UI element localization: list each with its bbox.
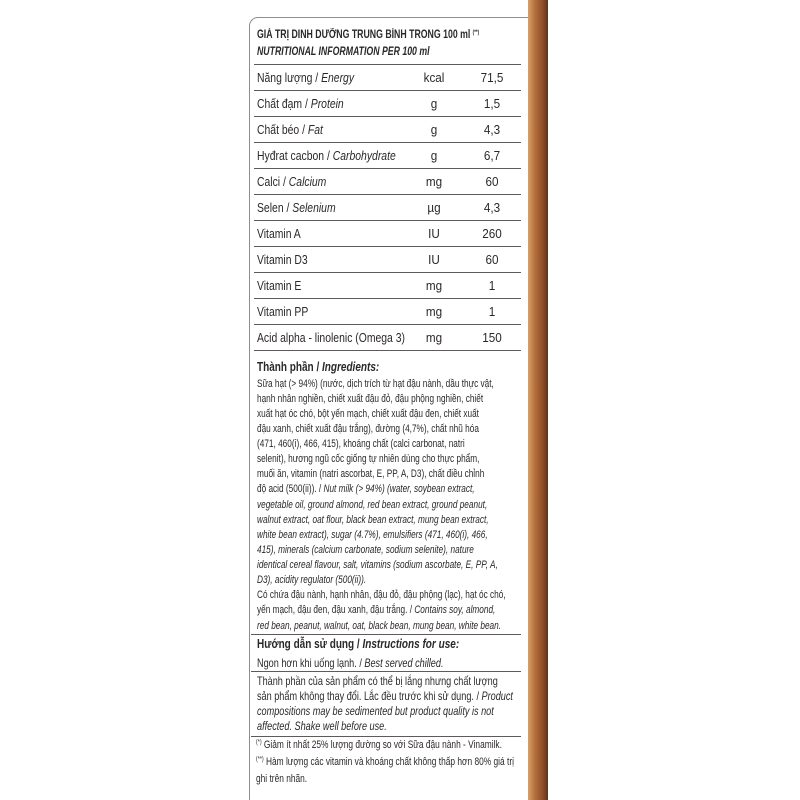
nutrient-unit: mg	[425, 278, 443, 293]
nutrition-row-omega-3	[254, 325, 521, 351]
label-title-en: NUTRITIONAL INFORMATION PER 100 ml	[257, 46, 430, 58]
instructions-line	[257, 719, 513, 734]
nutrient-name	[257, 117, 323, 142]
nutrient-name: Vitamin E	[257, 278, 302, 293]
instructions-text	[257, 674, 594, 735]
nutrition-row-vitamin-d3	[254, 247, 521, 273]
nutrient-name: Vitamin D3	[257, 252, 308, 267]
ingredients-line	[257, 437, 506, 452]
ingredients-text	[257, 377, 589, 634]
nutrition-row-carbohydrate	[254, 143, 521, 169]
allergen-text-en: Contains soy, almond,	[414, 604, 496, 617]
allergen-line	[257, 619, 506, 634]
nutrition-row-vitamin-a	[254, 221, 521, 247]
nutrient-name-vi: Calci /	[257, 174, 289, 189]
ingredients-text-vi: Sữa hạt (> 94%) (nước, dịch trích từ hạt đậu nành, dầu thực vật,	[257, 377, 494, 390]
ingredients-heading-en: Ingredients:	[322, 360, 380, 374]
nutrient-name: Vitamin PP	[257, 304, 309, 319]
nutrition-row-vitamin-e	[254, 273, 521, 299]
instructions-text-vi: sản phẩm không thay đổi. Lắc đều trước khi sử dụng. /	[257, 688, 482, 703]
instructions-text-vi: Thành phần của sản phẩm có thể bị lắng nhưng chất lượng	[257, 673, 498, 688]
ingredients-line	[257, 407, 506, 422]
ingredients-text-vi: muối ăn, vitamin (natri ascorbat, E, PP, A, D3), chất điều chỉnh	[257, 468, 485, 481]
ingredients-text-en: Nut milk (> 94%) (water, soybean extract,	[323, 483, 475, 496]
ingredients-text-vi: xuất hạt óc chó, bột yến mạch, chiết xuất đậu đen, chiết xuất	[257, 407, 479, 420]
nutrient-unit: IU	[428, 226, 440, 241]
label-title-vi	[257, 29, 479, 42]
instructions-heading	[257, 637, 459, 651]
ingredients-line	[257, 513, 506, 528]
ingredients-line	[257, 377, 506, 392]
footnote-text: ghi trên nhãn.	[256, 772, 308, 785]
nutrient-name-en: Selenium	[292, 200, 336, 215]
ingredients-text-en: walnut extract, oat flour, black bean extract, mung bean extract,	[257, 513, 489, 526]
nutrient-name	[257, 195, 336, 220]
nutrient-unit: kcal	[423, 70, 445, 85]
nutrient-name-vi: Hyđrat cacbon /	[257, 148, 333, 163]
nutrient-unit: IU	[428, 252, 440, 267]
footnote-mark: (*)	[256, 738, 262, 746]
footnote-vitamins	[256, 754, 514, 771]
footnote-text: Giảm ít nhất 25% lượng đường so với Sữa đậu nành - Vinamilk.	[263, 738, 502, 751]
nutrient-name: Acid alpha - linolenic (Omega 3)	[257, 330, 405, 345]
nutrient-name-en: Energy	[321, 70, 355, 85]
nutrient-unit: g	[430, 122, 438, 137]
nutrient-value: 150	[482, 330, 502, 345]
ingredients-text-vi: độ acid (500(ii)). /	[257, 483, 324, 496]
footnote-vitamins-continued	[256, 771, 514, 788]
nutrient-value: 71,5	[480, 70, 504, 85]
ingredients-line	[257, 498, 506, 513]
nutrient-name-vi: Năng lượng /	[257, 70, 322, 85]
footnote-text: Hàm lượng các vitamin và khoáng chất không thấp hơn 80% giá trị	[265, 755, 514, 768]
nutrient-value: 1	[488, 304, 496, 319]
instructions-line	[257, 689, 513, 704]
ingredients-line	[257, 467, 506, 482]
nutrition-row-selenium	[254, 195, 521, 221]
ingredients-line	[257, 422, 506, 437]
instructions-line	[257, 704, 513, 719]
nutrition-table	[254, 64, 521, 351]
ingredients-text-vi: (471, 460(i), 466, 415), khoáng chất (calci carbonat, natri	[257, 438, 465, 450]
nutrient-value: 60	[485, 174, 499, 189]
instructions-text-en: Product	[481, 688, 513, 703]
nutrient-value: 1,5	[483, 96, 501, 111]
section-divider	[251, 634, 521, 635]
instructions-heading-en: Instructions for use:	[362, 637, 460, 651]
nutrient-name	[257, 143, 396, 168]
allergen-text-vi: yến mạch, đậu đen, đậu xanh, đậu trắng. /	[257, 604, 415, 617]
nutrient-name	[257, 65, 354, 90]
nutrient-name: Vitamin A	[257, 226, 301, 241]
ingredients-text-en: identical cereal flavour, salt, vitamins (sodium ascorbate, E, PP, A,	[257, 559, 498, 571]
nutrient-unit: µg	[427, 200, 441, 215]
nutrient-name-en: Protein	[310, 96, 344, 111]
nutrition-row-vitamin-pp	[254, 299, 521, 325]
ingredients-line	[257, 573, 506, 588]
allergen-text-vi: Có chứa đậu nành, hạnh nhân, đậu đỏ, đậu phộng (lạc), hạt óc chó,	[257, 589, 506, 602]
ingredients-text-en: vegetable oil, ground almond, red bean extract, ground peanut,	[257, 498, 488, 511]
footnote-sugar	[256, 737, 514, 754]
label-title-vi-text: GIÁ TRỊ DINH DƯỠNG TRUNG BÌNH TRONG 100 ml	[257, 29, 471, 41]
section-divider	[251, 671, 521, 672]
ingredients-line	[257, 482, 506, 497]
ingredients-heading-vi: Thành phần /	[257, 360, 322, 374]
nutrient-unit: g	[430, 148, 438, 163]
nutrient-name-vi: Chất đạm /	[257, 96, 311, 111]
ingredients-line	[257, 543, 506, 558]
ingredients-line	[257, 392, 506, 407]
serving-suggestion-vi: Ngon hơn khi uống lạnh. /	[257, 655, 365, 670]
nutrient-value: 6,7	[483, 148, 501, 163]
nutrient-name-en: Fat	[307, 122, 323, 137]
instructions-line	[257, 674, 513, 689]
allergen-line	[257, 588, 506, 603]
footnotes	[256, 737, 595, 788]
ingredients-heading	[257, 360, 379, 374]
nutrient-value: 60	[485, 252, 499, 267]
nutrient-name-vi: Selen /	[257, 200, 293, 215]
ingredients-line	[257, 558, 506, 573]
nutrient-value: 4,3	[483, 122, 501, 137]
ingredients-text-vi: selenit), hương ngũ cốc giống tự nhiên dùng cho thực phẩm,	[257, 453, 480, 466]
footnote-mark: (**)	[256, 755, 264, 763]
nutrient-name-en: Carbohydrate	[332, 148, 396, 163]
nutrient-unit: g	[430, 96, 438, 111]
instructions-heading-vi: Hướng dẫn sử dụng /	[257, 637, 363, 651]
nutrition-row-calcium	[254, 169, 521, 195]
nutrient-value: 1	[488, 278, 496, 293]
serving-suggestion-en: Best served chilled.	[364, 655, 444, 670]
nutrient-name-en: Calcium	[288, 174, 327, 189]
nutrient-unit: mg	[425, 304, 443, 319]
serving-suggestion	[257, 656, 443, 671]
allergen-text-en: red bean, peanut, walnut, oat, black bean, mung bean, white bean.	[257, 619, 502, 632]
nutrition-row-protein	[254, 91, 521, 117]
allergen-line	[257, 603, 506, 618]
nutrient-value: 260	[482, 226, 502, 241]
nutrient-unit: mg	[425, 174, 443, 189]
nutrient-name-vi: Chất béo /	[257, 122, 308, 137]
instructions-text-en: compositions may be sedimented but product quality is not	[257, 704, 494, 719]
nutrient-name	[257, 169, 326, 194]
ingredients-text-en: D3), acidity regulator (500(ii)).	[257, 574, 367, 587]
nutrition-row-fat	[254, 117, 521, 143]
nutrient-unit: mg	[425, 330, 443, 345]
nutrient-value: 4,3	[483, 200, 501, 215]
instructions-text-en: affected. Shake well before use.	[257, 719, 387, 734]
ingredients-text-vi: đậu xanh, chiết xuất đậu trắng), đường (4,7%), chất nhũ hóa	[257, 422, 479, 435]
nutrient-name	[257, 91, 344, 116]
ingredients-line	[257, 452, 506, 467]
nutrition-row-energy	[254, 65, 521, 91]
ingredients-text-vi: hạnh nhân nghiền, chiết xuất đậu đỏ, đậu phộng nghiền, chiết	[257, 392, 484, 405]
ingredients-text-en: white bean extract), sugar (4.7%), emulsifiers (471, 460(i), 466,	[257, 528, 488, 541]
ingredients-text-en: 415), minerals (calcium carbonate, sodium selenite), nature	[257, 543, 474, 556]
ingredients-line	[257, 528, 506, 543]
title-footnote-mark: (**)	[472, 30, 480, 36]
